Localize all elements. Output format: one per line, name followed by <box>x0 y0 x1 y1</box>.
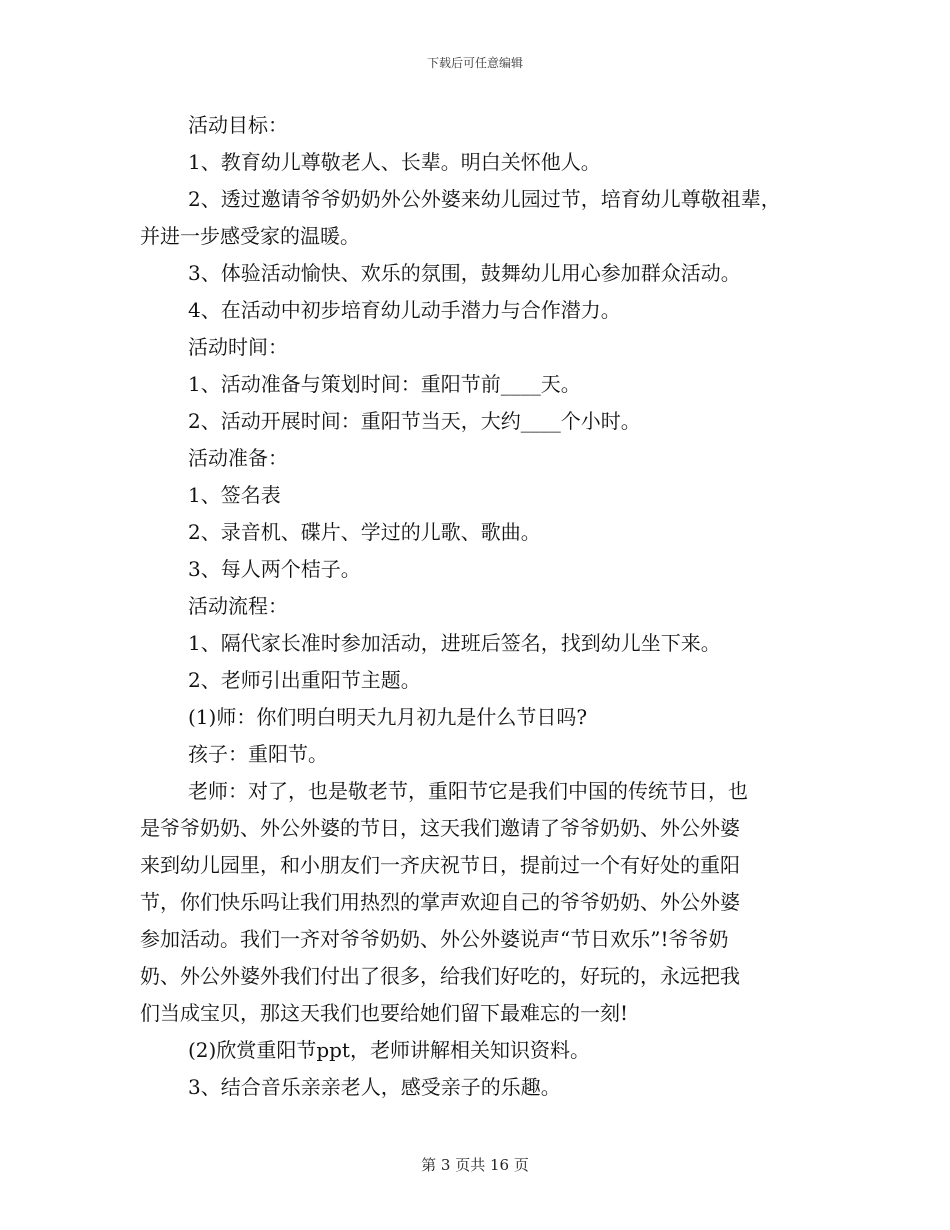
text-line: 孩子：重阳节。 <box>188 742 328 766</box>
text-line: 3、结合音乐亲亲老人，感受亲子的乐趣。 <box>188 1075 561 1099</box>
text-line: 1、签名表 <box>188 483 281 507</box>
text-line: 2、录音机、碟片、学过的儿歌、歌曲。 <box>188 520 541 544</box>
document-body <box>140 107 820 1106</box>
text-line: 奶、外公外婆外我们付出了很多，给我们好吃的，好玩的，永远把我 <box>140 964 740 988</box>
text-line: 1、教育幼儿尊敬老人、长辈。明白关怀他人。 <box>188 150 601 174</box>
text-line: 参加活动。我们一齐对爷爷奶奶、外公外婆说声“节日欢乐”!爷爷奶 <box>140 927 729 951</box>
text-line: 活动准备： <box>188 446 288 470</box>
page-header: 下载后可任意编辑 <box>426 56 523 70</box>
text-line: 1、隔代家长准时参加活动，进班后签名，找到幼儿坐下来。 <box>188 631 721 655</box>
text-line: 活动时间： <box>188 335 288 359</box>
text-line: 3、体验活动愉快、欢乐的氛围，鼓舞幼儿用心参加群众活动。 <box>188 261 741 285</box>
text-line: 4、在活动中初步培育幼儿动手潜力与合作潜力。 <box>188 298 621 322</box>
text-line: 并进一步感受家的温暖。 <box>140 224 360 248</box>
page-footer: 第 3 页共 16 页 <box>421 1156 529 1174</box>
text-line: 老师：对了，也是敬老节，重阳节它是我们中国的传统节日，也 <box>188 779 748 803</box>
text-line: 是爷爷奶奶、外公外婆的节日，这天我们邀请了爷爷奶奶、外公外婆 <box>140 816 740 840</box>
text-line: 活动目标： <box>188 113 288 137</box>
text-line: 2、透过邀请爷爷奶奶外公外婆来幼儿园过节，培育幼儿尊敬祖辈， <box>188 187 781 211</box>
text-line: 1、活动准备与策划时间：重阳节前____天。 <box>188 372 581 396</box>
text-line: 活动流程： <box>188 594 288 618</box>
text-line: 3、每人两个桔子。 <box>188 557 361 581</box>
text-line: 2、活动开展时间：重阳节当天，大约____个小时。 <box>188 409 641 433</box>
text-line: (2)欣赏重阳节ppt，老师讲解相关知识资料。 <box>188 1038 590 1062</box>
text-line: 来到幼儿园里，和小朋友们一齐庆祝节日，提前过一个有好处的重阳 <box>140 853 740 877</box>
text-line: 们当成宝贝，那这天我们也要给她们留下最难忘的一刻! <box>140 1001 629 1025</box>
text-line: 节，你们快乐吗让我们用热烈的掌声欢迎自己的爷爷奶奶、外公外婆 <box>140 890 740 914</box>
text-line: 2、老师引出重阳节主题。 <box>188 668 421 692</box>
text-line: (1)师：你们明白明天九月初九是什么节日吗? <box>188 705 588 729</box>
